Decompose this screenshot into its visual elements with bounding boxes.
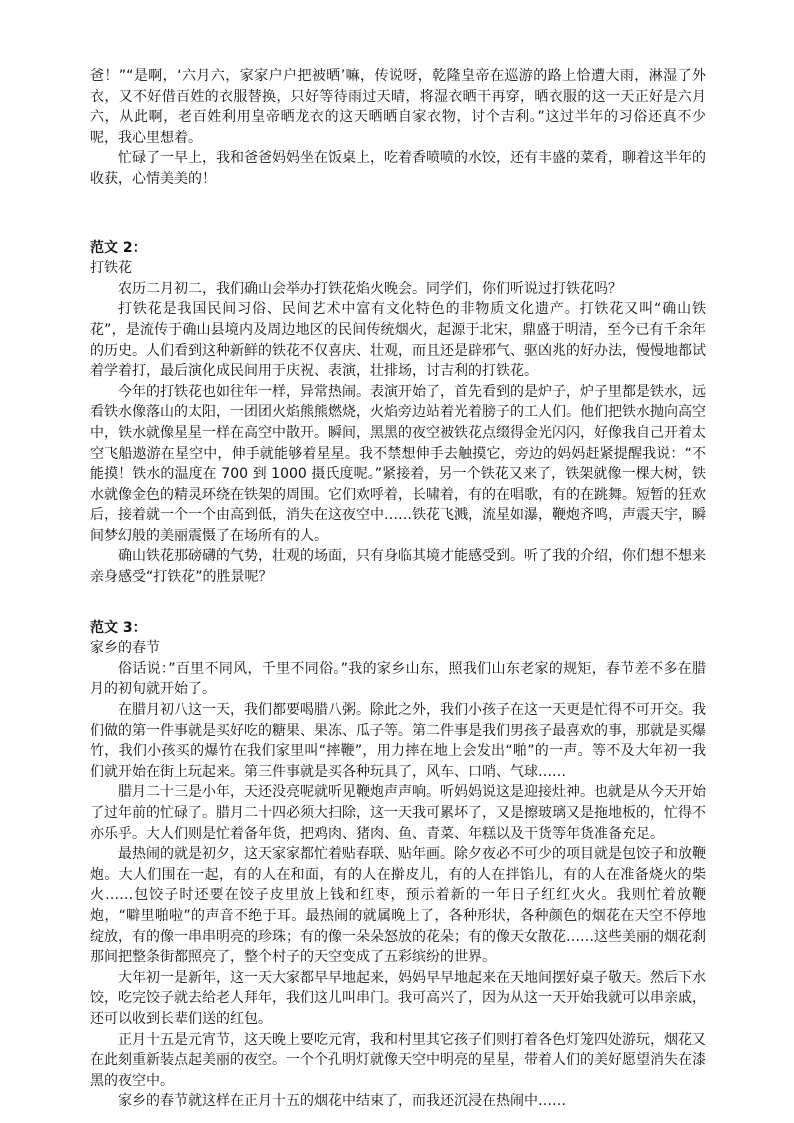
essay3-title: 家乡的春节 bbox=[90, 640, 160, 657]
essay3-paragraph: 俗话说：”百里不同风，千里不同俗。”我的家乡山东，照我们山东老家的规矩，春节差不多在腊月的初旬就开始了。 bbox=[90, 660, 706, 698]
essay3-paragraph: 大年初一是新年，这一天大家都早早地起来，妈妈早早地起来在天地间摆好桌子敬天。然后下水饺，吃完饺子就去给老人拜年，我们这儿叫串门。我可高兴了，因为从这一天开始我就可以串亲戚，还可以收到长辈们送的红包。 bbox=[90, 969, 706, 1027]
essay3-paragraph: 腊月二十三是小年，天还没亮呢就听见鞭炮声声响。听妈妈说这是迎接灶神。也就是从今天开始了过年前的忙碌了。腊月二十四必须大扫除，这一天我可累坏了，又是擦玻璃又是拖地板的，忙得不亦乐乎。大人们则是忙着备年货，把鸡肉、猪肉、鱼、青菜、年糕以及干货等年货准备充足。 bbox=[90, 784, 706, 842]
essay2-paragraph: 打铁花是我国民间习俗、民间艺术中富有文化特色的非物质文化遗产。打铁花又叫“确山铁花”，是流传于确山县境内及周边地区的民间传统烟火，起源于北宋，鼎盛于明清，至今已有千余年的历史。人们看到这种新鲜的铁花不仅喜庆、壮观，而且还是辟邪气、驱凶兆的好办法，慢慢地都试着学着打，最后演化成民间用于庆祝、表演，壮排场，讨吉利的打铁花。 bbox=[90, 301, 706, 380]
essay3-paragraph: 正月十五是元宵节，这天晚上要吃元宵，我和村里其它孩子们则打着各色灯笼四处游玩，烟花又在此刻重新装点起美丽的夜空。一个个孔明灯就像天空中明亮的星星，带着人们的美好愿望消失在漆黑的夜空中。 bbox=[90, 1031, 706, 1089]
essay2-paragraph: 农历二月初二，我们确山会举办打铁花焰火晚会。同学们，你们听说过打铁花吗？ bbox=[118, 280, 622, 297]
essay3-paragraph: 家乡的春节就这样在正月十五的烟花中结束了，而我还沉浸在热闹中…… bbox=[118, 1093, 566, 1110]
essay3-label: 范文 3： bbox=[90, 619, 147, 636]
essay2-paragraph: 确山铁花那磅礴的气势，壮观的场面，只有身临其境才能感受到。听了我的介绍，你们想不想来亲身感受“打铁花”的胜景呢？ bbox=[90, 548, 706, 586]
essay3-paragraph: 最热闹的就是初夕，这天家家都忙着贴春联、贴年画。除夕夜必不可少的项目就是包饺子和放鞭炮。大人们围在一起，有的人在和面，有的人在擀皮儿，有的人在拌馅儿，有的人在准备烧火的柴火……包饺子时还要在饺子皮里放上钱和红枣，预示着新的一年日子红红火火。我则忙着放鞭炮，“噼里啪啦”的声音不绝于耳。最热闹的就属晚上了，各种形状，各种颜色的烟花在天空不停地绽放，有的像一串串明亮的珍珠；有的像一朵朵怒放的花朵；有的像天女散花……这些美丽的烟花刹那间把整条街都照亮了，整个村子的天空变成了五彩缤纷的世界。 bbox=[90, 846, 706, 966]
section-spacer bbox=[90, 190, 706, 238]
essay2-label: 范文 2： bbox=[90, 239, 147, 256]
intro-paragraph-2: 忙碌了一早上，我和爸爸妈妈坐在饭桌上，吃着香喷喷的水饺，还有丰盛的菜肴，聊着这半年的收获，心情美美的！ bbox=[90, 150, 706, 187]
essay2-title: 打铁花 bbox=[90, 260, 132, 277]
section-spacer bbox=[90, 588, 706, 618]
document-page bbox=[90, 66, 706, 1112]
essay2-paragraph: 今年的打铁花也如往年一样，异常热闹。表演开始了，首先看到的是炉子，炉子里都是铁水，远看铁水像落山的太阳，一团团火焰熊熊燃烧，火焰旁边站着光着膀子的工人们。他们把铁水抛向高空中，铁水就像星星一样在高空中散开。瞬间，黑黑的夜空被铁花点缀得金光闪闪，好像我自己开着太空飞船遨游在星空中，伸手就能够着星星。我不禁想伸手去触摸它，旁边的妈妈赶紧提醒我说：“不能摸！铁水的温度在 700 到 1000 摄氏度呢。”紧接着，另一个铁花又来了，铁架就像一棵大树，铁水就像金色的精灵环绕在铁架的周围。它们欢呼着，长啸着，有的在唱歌，有的在跳舞。短暂的狂欢后，接着就一个一个由高到低，消失在这夜空中……铁花飞溅，流星如瀑，鞭炮齐鸣，声震天宇，瞬间梦幻般的美丽震慑了在场所有的人。 bbox=[90, 383, 706, 544]
intro-paragraph-1: 爸！”“是啊，‘六月六，家家户户把被晒’嘛，传说呀，乾隆皇帝在巡游的路上恰遭大雨，淋湿了外衣，又不好借百姓的衣服替换，只好等待雨过天晴，将湿衣晒干再穿，晒衣服的这一天正好是六月六，从此啊，老百姓利用皇帝晒龙衣的这天晒晒自家衣物，讨个吉利。”这过半年的习俗还真不少呢，我心里想着。 bbox=[90, 68, 706, 146]
essay3-paragraph: 在腊月初八这一天，我们都要喝腊八粥。除此之外，我们小孩子在这一天更是忙得不可开交。我们做的第一件事就是买好吃的糖果、果冻、瓜子等。第二件事是我们男孩子最喜欢的事，那就是买爆竹，我们小孩买的爆竹在我们家里叫“摔鞭”，用力摔在地上会发出“啪”的一声。等不及大年初一我们就开始在街上玩起来。第三件事就是买各种玩具了，风车、口哨、气球…… bbox=[90, 702, 706, 780]
